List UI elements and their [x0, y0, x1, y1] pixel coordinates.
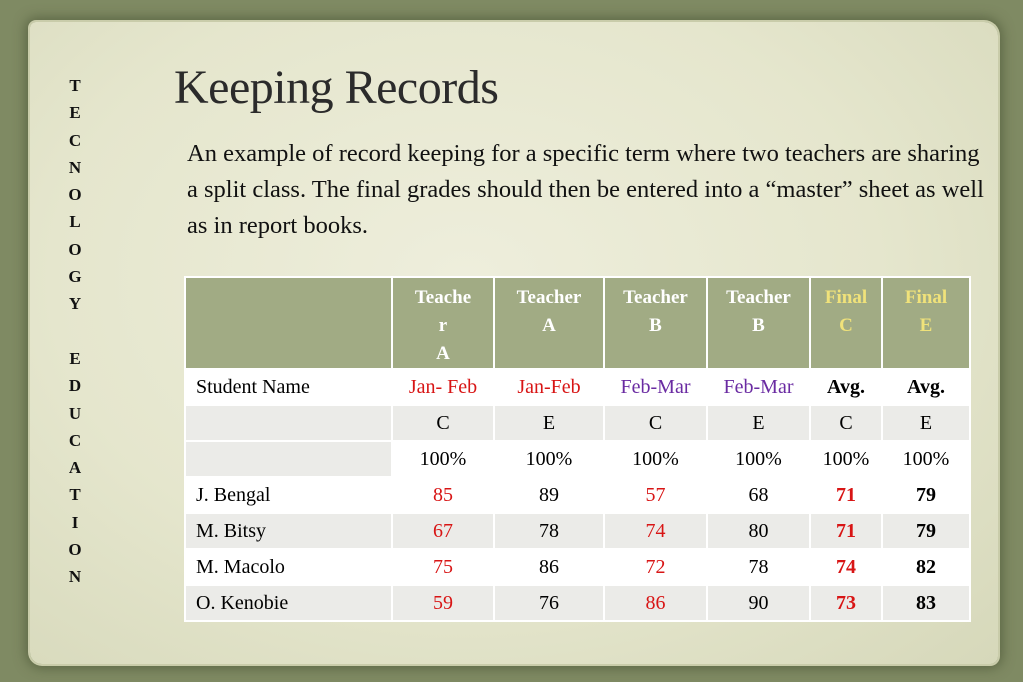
side-letter: C	[68, 430, 82, 450]
side-letter: O	[68, 540, 82, 560]
side-letter: T	[69, 76, 81, 95]
intro-paragraph: An example of record keeping for a specific term where two teachers are sharing a split class. The final grades should then be entered into a “master” sheet as well as in report books.	[187, 140, 984, 239]
table-row	[185, 405, 970, 441]
side-letter: O	[68, 185, 82, 205]
table-cell: 78	[494, 513, 604, 549]
side-letter: I	[71, 512, 79, 532]
table-cell: M. Bitsy	[185, 513, 392, 549]
header-line: r	[438, 315, 448, 336]
header-cell	[392, 277, 494, 369]
table-cell: Feb-Mar	[707, 369, 810, 405]
table-cell: 75	[392, 549, 494, 585]
table-cell: 79	[882, 513, 970, 549]
header-cell	[494, 277, 604, 369]
records-table	[184, 276, 971, 622]
table-cell: C	[392, 405, 494, 441]
header-line: Final	[904, 287, 948, 308]
side-letter: L	[69, 212, 81, 232]
table-cell: C	[604, 405, 707, 441]
table-cell: 68	[707, 477, 810, 513]
page-title: Keeping Records	[174, 61, 499, 114]
header-line: Teacher	[726, 287, 791, 308]
header-line: Teache	[414, 287, 472, 308]
table-cell	[185, 441, 392, 477]
table-cell: 57	[604, 477, 707, 513]
table-cell	[185, 405, 392, 441]
table-cell: 74	[810, 549, 882, 585]
table-cell: M. Macolo	[185, 549, 392, 585]
header-cell-blank	[185, 277, 392, 369]
table-cell: Jan- Feb	[392, 369, 494, 405]
header-line: Teacher	[516, 287, 582, 308]
table-cell: Feb-Mar	[604, 369, 707, 405]
table-row	[185, 549, 970, 585]
header-line: B	[649, 315, 662, 336]
side-letter: E	[69, 103, 81, 123]
table-header-row	[185, 277, 970, 369]
table-cell: 82	[882, 549, 970, 585]
table-cell: 100%	[494, 441, 604, 477]
table-cell: J. Bengal	[185, 477, 392, 513]
table-row	[185, 585, 970, 621]
table-cell: 71	[810, 513, 882, 549]
side-letter: T	[69, 485, 81, 505]
table-cell: 67	[392, 513, 494, 549]
table-cell: 86	[604, 585, 707, 621]
table-row	[185, 513, 970, 549]
side-letter: N	[68, 567, 82, 587]
header-cell	[604, 277, 707, 369]
header-line: C	[839, 315, 853, 336]
table-row	[185, 369, 970, 405]
header-line: B	[752, 315, 765, 336]
table-cell: E	[494, 405, 604, 441]
table-cell: Student Name	[185, 369, 392, 405]
table-cell: Avg.	[882, 369, 970, 405]
header-cell	[707, 277, 810, 369]
table-cell: 100%	[604, 441, 707, 477]
table-cell: C	[810, 405, 882, 441]
header-cell-final	[882, 277, 970, 369]
table-cell: 100%	[392, 441, 494, 477]
side-letter-gap	[62, 318, 88, 345]
table-cell: 74	[604, 513, 707, 549]
table-cell: 89	[494, 477, 604, 513]
table-cell: 78	[707, 549, 810, 585]
table-cell: Jan-Feb	[494, 369, 604, 405]
header-line: Teacher	[623, 287, 688, 308]
table-cell: E	[882, 405, 970, 441]
table-cell: 76	[494, 585, 604, 621]
table-cell: 85	[392, 477, 494, 513]
table-cell: 100%	[810, 441, 882, 477]
side-vertical-label	[62, 72, 88, 591]
side-letter: E	[69, 348, 81, 368]
table-cell: 79	[882, 477, 970, 513]
header-line: Final	[824, 287, 868, 308]
table-cell: 71	[810, 477, 882, 513]
header-line: A	[436, 343, 450, 364]
table-cell: 80	[707, 513, 810, 549]
table-cell: O. Kenobie	[185, 585, 392, 621]
table-cell: 83	[882, 585, 970, 621]
side-letter: C	[68, 130, 82, 150]
table-cell: Avg.	[810, 369, 882, 405]
table-row	[185, 477, 970, 513]
table-cell: 90	[707, 585, 810, 621]
side-letter: U	[68, 403, 82, 423]
header-line: A	[542, 315, 556, 336]
side-letter: O	[68, 239, 82, 259]
header-cell-final	[810, 277, 882, 369]
table-cell: 86	[494, 549, 604, 585]
table-cell: E	[707, 405, 810, 441]
side-letter: D	[68, 376, 82, 396]
table-cell: 100%	[882, 441, 970, 477]
table-cell: 59	[392, 585, 494, 621]
side-letter: A	[68, 458, 82, 478]
table-cell: 72	[604, 549, 707, 585]
side-letter: N	[68, 157, 82, 177]
side-letter: G	[68, 267, 82, 287]
side-letter: Y	[68, 294, 82, 314]
table-cell: 73	[810, 585, 882, 621]
header-line: E	[919, 315, 933, 336]
table-cell: 100%	[707, 441, 810, 477]
table-row	[185, 441, 970, 477]
